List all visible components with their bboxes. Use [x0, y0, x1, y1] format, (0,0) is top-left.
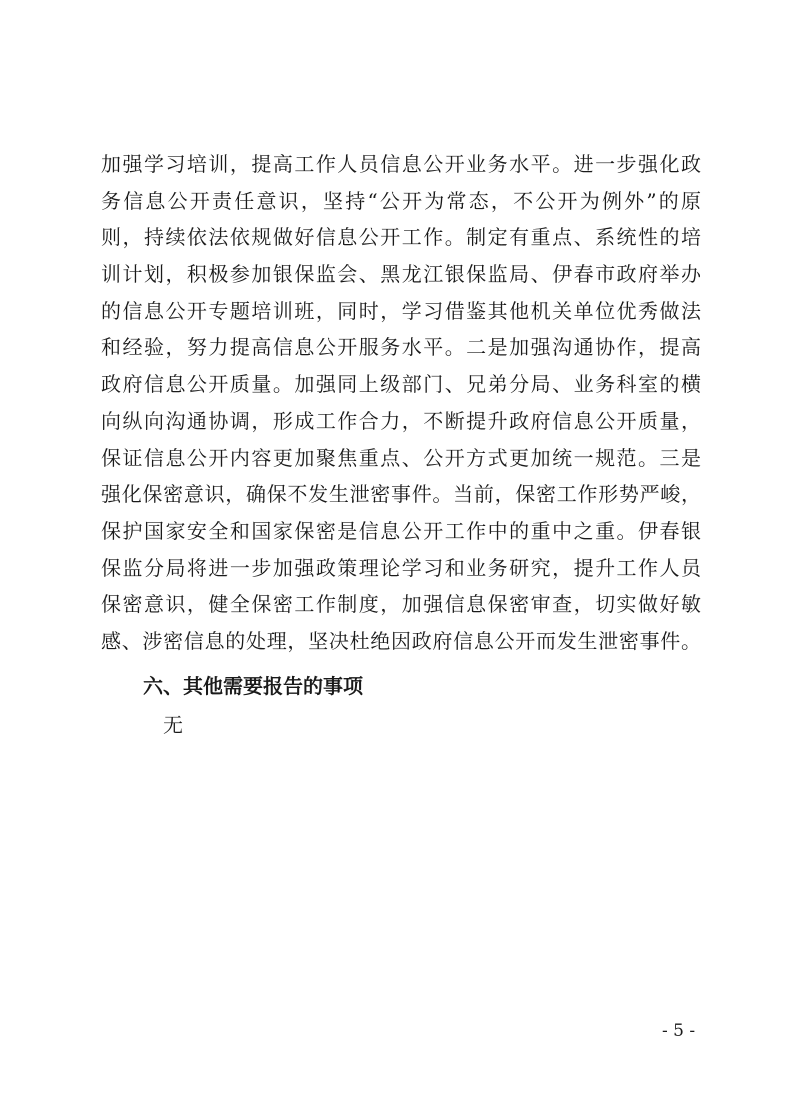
paragraph-line: 和经验，努力提高信息公开服务水平。二是加强沟通协作，提高 — [101, 335, 701, 360]
paragraph-line: 保监分局将进一步加强政策理论学习和业务研究，提升工作人员 — [101, 555, 701, 580]
paragraph-line: 强化保密意识，确保不发生泄密事件。当前，保密工作形势严峻， — [101, 482, 701, 507]
section-heading: 六、其他需要报告的事项 — [143, 674, 363, 698]
paragraph-line: 向纵向沟通协调，形成工作合力，不断提升政府信息公开质量， — [101, 408, 701, 433]
paragraph-line: 务信息公开责任意识，坚持“公开为常态，不公开为例外”的原 — [101, 188, 701, 213]
paragraph-line: 保护国家安全和国家保密是信息公开工作中的重中之重。伊春银 — [101, 518, 701, 543]
paragraph-line: 则，持续依法依规做好信息公开工作。制定有重点、系统性的培 — [101, 225, 701, 250]
paragraph-line: 训计划，积极参加银保监会、黑龙江银保监局、伊春市政府举办 — [101, 262, 701, 287]
paragraph-line: 保证信息公开内容更加聚焦重点、公开方式更加统一规范。三是 — [101, 445, 701, 470]
page-number: - 5 - — [662, 1021, 696, 1041]
paragraph-line: 保密意识，健全保密工作制度，加强信息保密审查，切实做好敏 — [101, 592, 701, 617]
paragraph-line: 政府信息公开质量。加强同上级部门、兄弟分局、业务科室的横 — [101, 372, 701, 397]
section-content: 无 — [163, 713, 183, 737]
body-paragraph — [101, 146, 701, 660]
paragraph-line: 感、涉密信息的处理，坚决杜绝因政府信息公开而发生泄密事件。 — [101, 628, 701, 653]
paragraph-line: 的信息公开专题培训班，同时，学习借鉴其他机关单位优秀做法 — [101, 298, 701, 323]
paragraph-line: 加强学习培训，提高工作人员信息公开业务水平。进一步强化政 — [101, 152, 701, 176]
